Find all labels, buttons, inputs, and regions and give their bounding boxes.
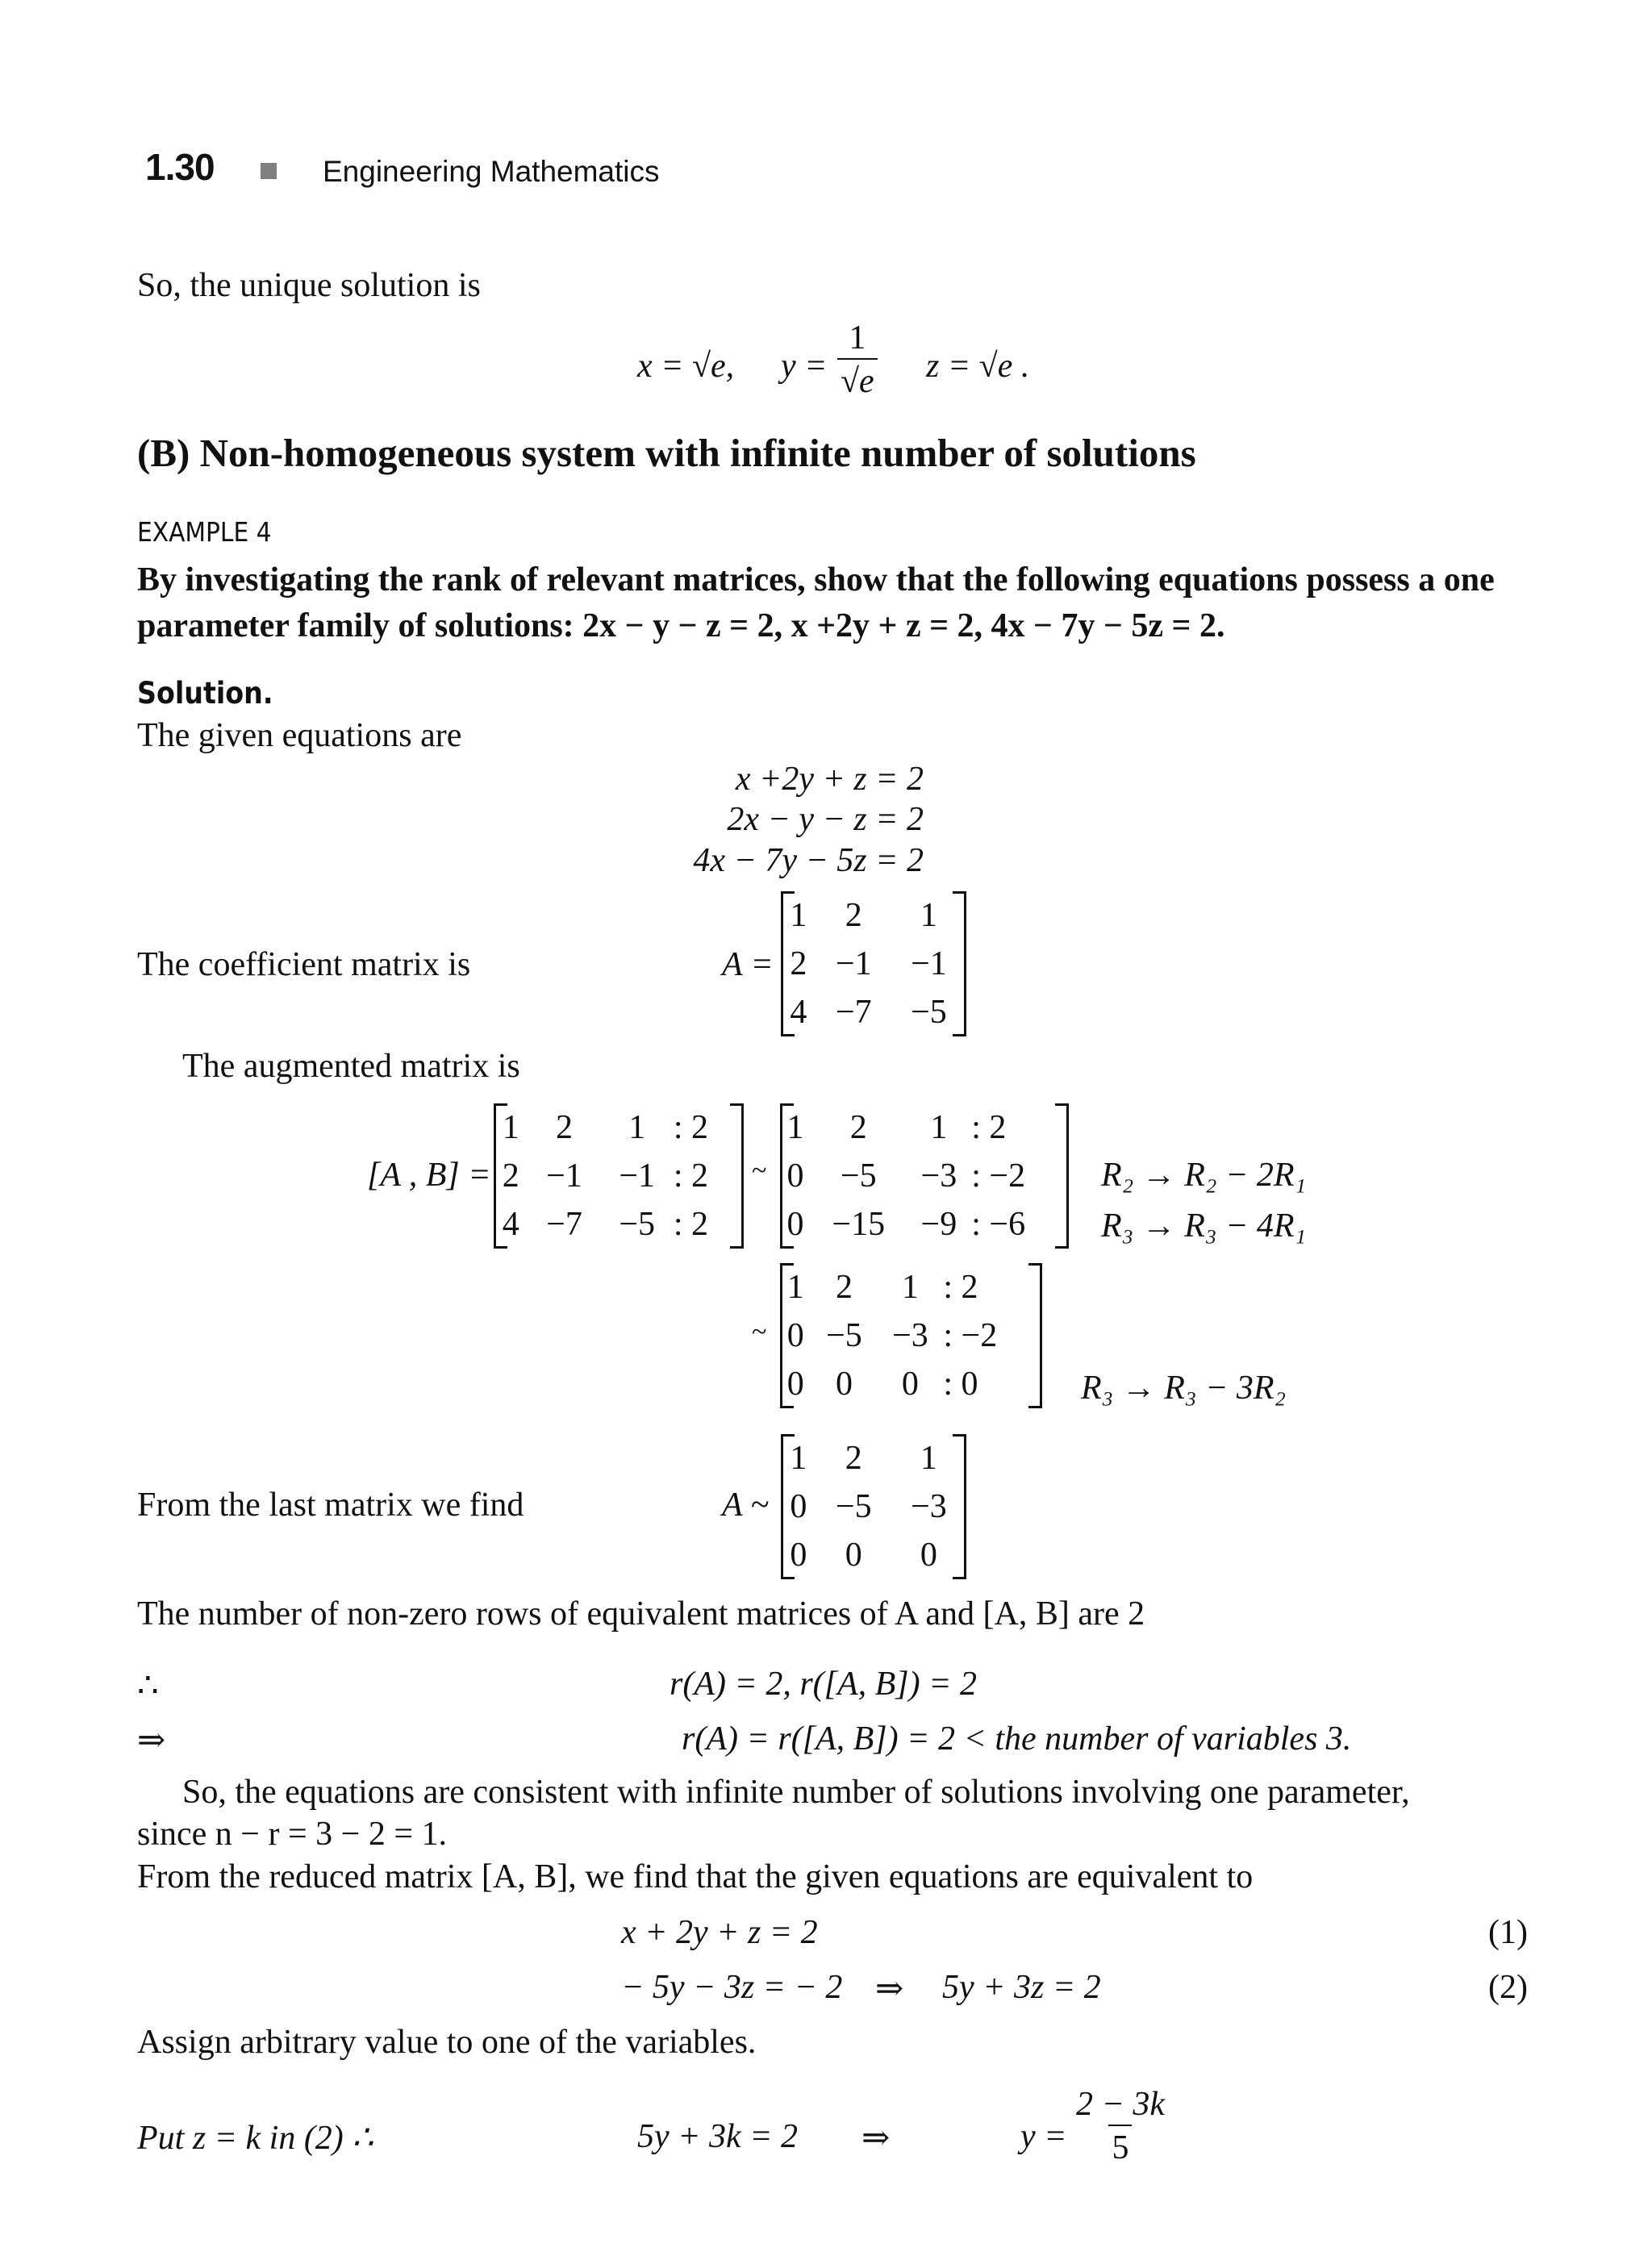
- last-lhs: A ~: [722, 1487, 770, 1524]
- matrix-cell: 0: [786, 1206, 804, 1243]
- y-numerator: 2 − 3k: [1076, 2086, 1165, 2123]
- matrix-cell: 2: [845, 897, 862, 934]
- put-equation: 5y + 3k = 2: [637, 2118, 798, 2155]
- matrix-cell: : 2: [971, 1109, 1007, 1146]
- matrix-cell: −5: [840, 1157, 877, 1195]
- matrix-cell: : 0: [943, 1366, 978, 1403]
- matrix-cell: : 2: [943, 1269, 978, 1306]
- row-op-r3b: R₃ → R₃ − 3R₂: [1081, 1370, 1287, 1407]
- assign-text: Assign arbitrary value to one of the variables.: [137, 2024, 757, 2061]
- y-denominator: 5: [1108, 2125, 1132, 2165]
- matrix-cell: : −2: [943, 1317, 998, 1354]
- matrix-cell: 1: [790, 897, 807, 934]
- equation-2: 2x − y − z = 2: [727, 801, 924, 838]
- matrix-cell: 4: [502, 1206, 519, 1243]
- rank-equality: r(A) = r([A, B]) = 2 < the number of variables 3.: [682, 1720, 1352, 1758]
- matrix-cell: −3: [911, 1488, 947, 1525]
- consistent-line2: since n − r = 3 − 2 = 1.: [137, 1816, 448, 1853]
- matrix-cell: : −6: [971, 1206, 1026, 1243]
- matrix-cell: 2: [835, 1269, 853, 1306]
- augmented-matrix-2: [780, 1103, 1069, 1249]
- example-label: EXAMPLE 4: [137, 516, 272, 548]
- matrix-cell: 1: [786, 1109, 804, 1146]
- matrix-cell: −7: [835, 994, 872, 1031]
- matrix-cell: 2: [849, 1109, 867, 1146]
- matrix-cell: 2: [790, 945, 807, 982]
- matrix-cell: −1: [911, 945, 947, 982]
- solution-y-lhs: y =: [781, 348, 828, 385]
- matrix-cell: : 2: [673, 1157, 708, 1195]
- solution-y-numerator: 1: [849, 319, 866, 357]
- consistent-line1: So, the equations are consistent with infinite number of solutions involving one parameter,: [182, 1774, 1410, 1811]
- matrix-cell: −7: [546, 1206, 582, 1243]
- matrix-cell: 2: [556, 1109, 573, 1146]
- matrix-cell: −1: [546, 1157, 582, 1195]
- matrix-cell: 1: [920, 1440, 937, 1477]
- coefficient-matrix: [781, 891, 966, 1036]
- matrix-cell: −1: [619, 1157, 656, 1195]
- nonzero-rows-text: The number of non-zero rows of equivalent matrices of A and [A, B] are 2: [137, 1595, 1145, 1633]
- solution-y-denominator: √e: [837, 358, 878, 398]
- eq2-arrow: ⇒: [875, 1970, 904, 2008]
- last-text: From the last matrix we find: [137, 1487, 524, 1524]
- solution-y-fraction: [837, 321, 878, 398]
- reduced-text: From the reduced matrix [A, B], we find that the given equations are equivalent to: [137, 1858, 1254, 1895]
- matrix-cell: 0: [786, 1366, 804, 1403]
- matrix-cell: : −2: [971, 1157, 1026, 1195]
- example-statement-line1: By investigating the rank of relevant matrices, show that the following equations possess a one: [137, 561, 1495, 598]
- matrix-cell: 1: [628, 1109, 646, 1146]
- coef-lhs: A =: [722, 946, 774, 983]
- intro-text: So, the unique solution is: [137, 267, 481, 304]
- matrix-cell: 1: [920, 897, 937, 934]
- solution-label: Solution.: [137, 676, 273, 711]
- matrix-cell: 2: [502, 1157, 519, 1195]
- equivalent-eq2-lhs: − 5y − 3z = − 2: [621, 1969, 843, 2006]
- book-title: Engineering Mathematics: [323, 155, 660, 188]
- matrix-cell: −9: [920, 1206, 957, 1243]
- given-text: The given equations are: [137, 717, 462, 754]
- put-arrow: ⇒: [861, 2120, 891, 2157]
- rank-line: r(A) = 2, r([A, B]) = 2: [670, 1666, 977, 1703]
- matrix-cell: −5: [826, 1317, 862, 1354]
- row-op-r3: R₃ → R₃ − 4R₁: [1101, 1207, 1307, 1245]
- implies-symbol: ⇒: [137, 1722, 166, 1759]
- equation-3: 4x − 7y − 5z = 2: [693, 842, 924, 879]
- aug-lhs: [A , B] =: [367, 1157, 491, 1194]
- matrix-cell: 4: [790, 994, 807, 1031]
- matrix-cell: −1: [835, 945, 872, 982]
- put-text: Put z = k in (2) ∴: [137, 2120, 374, 2157]
- y-lhs: y =: [1020, 2118, 1067, 2155]
- matrix-cell: 0: [790, 1537, 807, 1574]
- solution-x: x = √e,: [637, 348, 735, 385]
- matrix-cell: 1: [790, 1440, 807, 1477]
- row-op-r2: R₂ → R₂ − 2R₁: [1101, 1157, 1307, 1194]
- coef-text: The coefficient matrix is: [137, 946, 471, 983]
- matrix-cell: 0: [786, 1157, 804, 1195]
- matrix-cell: −5: [911, 994, 947, 1031]
- matrix-cell: 1: [502, 1109, 519, 1146]
- matrix-cell: : 2: [673, 1206, 708, 1243]
- matrix-cell: 2: [845, 1440, 862, 1477]
- matrix-cell: 0: [901, 1366, 919, 1403]
- header-square-icon: [261, 163, 277, 179]
- therefore-symbol: ∴: [137, 1667, 159, 1704]
- eq1-number: (1): [1488, 1914, 1528, 1951]
- eq2-number: (2): [1488, 1969, 1528, 2006]
- augmented-matrix-3: [780, 1263, 1042, 1408]
- matrix-cell: −3: [892, 1317, 928, 1354]
- matrix-cell: : 2: [673, 1109, 708, 1146]
- equation-1: x +2y + z = 2: [735, 761, 924, 798]
- matrix-cell: −15: [832, 1206, 886, 1243]
- matrix-cell: −5: [835, 1488, 872, 1525]
- solution-z: z = √e .: [926, 348, 1030, 385]
- matrix-cell: 0: [835, 1366, 853, 1403]
- matrix-cell: 0: [790, 1488, 807, 1525]
- aug-text: The augmented matrix is: [182, 1048, 520, 1085]
- tilde-2: ~: [752, 1317, 767, 1347]
- augmented-matrix-1: [494, 1103, 744, 1249]
- matrix-cell: 0: [845, 1537, 862, 1574]
- matrix-cell: 0: [786, 1317, 804, 1354]
- matrix-cell: 0: [920, 1537, 937, 1574]
- reduced-matrix: [781, 1434, 966, 1579]
- equivalent-eq2-rhs: 5y + 3z = 2: [942, 1969, 1101, 2006]
- matrix-cell: 1: [930, 1109, 948, 1146]
- equivalent-eq1: x + 2y + z = 2: [621, 1914, 818, 1951]
- tilde-1: ~: [752, 1156, 767, 1186]
- matrix-cell: 1: [786, 1269, 804, 1306]
- page-number: 1.30: [145, 146, 215, 188]
- matrix-cell: 1: [901, 1269, 919, 1306]
- matrix-cell: −3: [920, 1157, 957, 1195]
- example-statement-line2: parameter family of solutions: 2x − y − z = 2, x +2y + z = 2, 4x − 7y − 5z = 2.: [137, 607, 1225, 644]
- matrix-cell: −5: [619, 1206, 656, 1243]
- y-fraction: [1073, 2087, 1168, 2165]
- section-heading: (B) Non-homogeneous system with infinite number of solutions: [137, 431, 1196, 475]
